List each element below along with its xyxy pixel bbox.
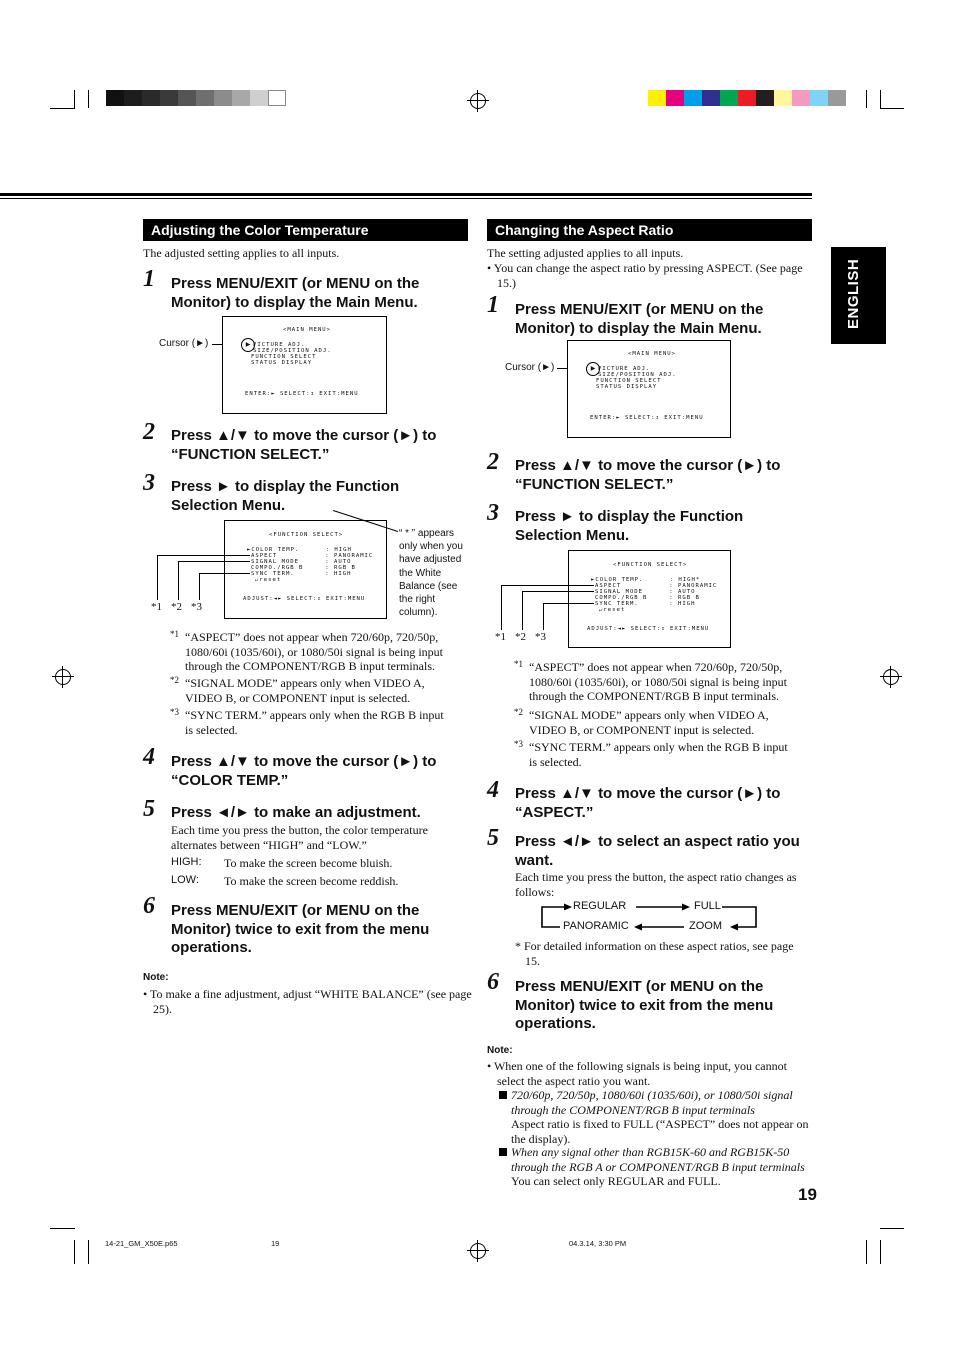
color-swatch — [648, 90, 666, 106]
aspect-cycle-diagram — [540, 898, 760, 936]
language-tab-label: ENGLISH — [845, 258, 862, 329]
intro-text: The setting adjusted applies to all inputs. — [487, 246, 684, 260]
note-item — [497, 1088, 815, 1146]
note-item — [497, 1145, 815, 1189]
footnote-text: “SIGNAL MODE” appears only when VIDEO A, VIDEO B, or COMPONENT input is selected. — [185, 676, 425, 705]
footnote-mark: *2 — [514, 707, 523, 717]
low-text: To make the screen become reddish. — [224, 874, 399, 888]
step-number: 5 — [143, 796, 155, 822]
step-text: Press MENU/EXIT (or MENU on the Monitor) twice to exit from the menu operations. — [171, 902, 430, 956]
callout-line — [157, 555, 158, 600]
footnote-text: “SIGNAL MODE” appears only when VIDEO A, VIDEO B, or COMPONENT input is selected. — [529, 708, 769, 737]
step-text: Press ▲/▼ to move the cursor (►) to “FUNCTION SELECT.” — [515, 457, 781, 493]
callout-line — [501, 585, 594, 586]
note-text: • When one of the following signals is being input, you cannot select the aspect ratio you want. — [487, 1059, 787, 1088]
footnote-mark: *1 — [495, 631, 506, 643]
footer-page: 19 — [271, 1239, 280, 1248]
callout-line — [501, 585, 502, 630]
step-text: Press ◄/► to select an aspect ratio you want. — [515, 833, 800, 869]
callout-line — [522, 591, 594, 592]
step-number: 1 — [143, 266, 155, 292]
color-swatch — [684, 90, 702, 106]
gray-swatch — [268, 90, 286, 106]
registration-mark-right — [883, 669, 899, 685]
step-text: Press ▲/▼ to move the cursor (►) to “COLOR TEMP.” — [171, 753, 437, 789]
color-swatch — [720, 90, 738, 106]
step-text: Press ► to display the Function Selection Menu. — [171, 478, 400, 514]
menu-footer: ENTER:► SELECT:↕ EXIT:MENU — [245, 391, 359, 397]
menu-item: ASPECT : PANORAMIC — [251, 553, 374, 559]
menu-item: SIZE/POSITION ADJ. — [598, 372, 677, 378]
gray-swatch — [124, 90, 142, 106]
footnote-text: “SYNC TERM.” appears only when the RGB B input is selected. — [185, 708, 444, 737]
registration-mark-bottom — [470, 1243, 486, 1259]
menu-footer: ADJUST:◄► SELECT:↕ EXIT:MENU — [587, 626, 710, 632]
step-number: 4 — [487, 777, 499, 803]
callout-line — [178, 561, 250, 562]
color-swatch — [792, 90, 810, 106]
footnote-text: “ASPECT” does not appear when 720/60p, 720/50p, 1080/60i (1035/60i), or 1080/50i signal is being input through the COMPONENT/RGB B input terminals. — [185, 630, 443, 673]
menu-item: ↵reset — [599, 607, 626, 613]
callout-line — [178, 561, 179, 600]
callout-line — [157, 555, 250, 556]
cycle-full: FULL — [694, 900, 721, 912]
registration-mark-left — [55, 669, 71, 685]
step-text: Press MENU/EXIT (or MENU on the Monitor) to display the Main Menu. — [515, 301, 764, 337]
footnote-mark: *3 — [535, 631, 546, 643]
footer-file: 14-21_GM_X50E.p65 — [105, 1239, 178, 1248]
color-swatch — [756, 90, 774, 106]
menu-footer: ADJUST:◄► SELECT:↕ EXIT:MENU — [243, 596, 366, 602]
function-select-screen — [568, 550, 731, 648]
gray-swatch — [106, 90, 124, 106]
menu-title: <FUNCTION SELECT> — [613, 562, 688, 568]
intro-bullet: • You can change the aspect ratio by pressing ASPECT. (See page 15.) — [487, 261, 803, 290]
low-label: LOW: — [171, 874, 199, 886]
menu-item: SYNC TERM. : HIGH — [595, 601, 696, 607]
footnote-mark: *2 — [170, 675, 179, 685]
step-number: 2 — [487, 449, 499, 475]
cursor-icon: ▶ — [241, 338, 255, 352]
menu-item: STATUS DISPLAY — [251, 360, 313, 366]
cycle-arrows — [540, 898, 760, 936]
menu-item: STATUS DISPLAY — [596, 384, 658, 390]
note-item-body: Aspect ratio is fixed to FULL (“ASPECT” does not appear on the display). — [511, 1117, 809, 1146]
registration-mark-top — [470, 93, 486, 109]
menu-title: <MAIN MENU> — [283, 327, 332, 333]
page-number: 19 — [798, 1185, 817, 1204]
main-menu-screen — [567, 340, 731, 438]
color-swatch — [702, 90, 720, 106]
step-number: 4 — [143, 744, 155, 770]
color-swatch — [828, 90, 846, 106]
color-swatch — [666, 90, 684, 106]
step-text: Press MENU/EXIT (or MENU on the Monitor) twice to exit from the menu operations. — [515, 978, 774, 1032]
note-item-head: 720/60p, 720/50p, 1080/60i (1035/60i), or 1080/50i signal through the COMPONENT/RGB B input terminals — [511, 1088, 793, 1117]
note-text: • To make a fine adjustment, adjust “WHITE BALANCE” (see page 25). — [143, 987, 472, 1016]
step-text: Press MENU/EXIT (or MENU on the Monitor) to display the Main Menu. — [171, 275, 420, 311]
gray-swatch — [160, 90, 178, 106]
footnote-text: “ASPECT” does not appear when 720/60p, 720/50p, 1080/60i (1035/60i), or 1080/50i signal is being input through the COMPONENT/RGB B input terminals. — [529, 660, 787, 703]
gray-swatch — [178, 90, 196, 106]
step-text: Press ◄/► to make an adjustment. — [171, 804, 421, 821]
step-number: 2 — [143, 419, 155, 445]
menu-item: SIZE/POSITION ADJ. — [253, 348, 332, 354]
cycle-note: * For detailed information on these aspect ratios, see page 15. — [515, 939, 794, 968]
step-number: 3 — [487, 500, 499, 526]
asterisk-note: “ * ” appears only when you have adjusted the White Balance (see the right column). — [399, 528, 463, 619]
section-title-aspect-ratio — [487, 219, 812, 241]
menu-title: <FUNCTION SELECT> — [269, 532, 344, 538]
section-title-color-temp — [143, 219, 468, 241]
step-number: 1 — [487, 292, 499, 318]
footnote-mark: *3 — [514, 739, 523, 749]
footnote-mark: *3 — [170, 707, 179, 717]
step-description: Each time you press the button, the color temperature alternates between “HIGH” and “LOW.” — [171, 823, 428, 852]
note-item-body: You can select only REGULAR and FULL. — [511, 1174, 721, 1188]
main-menu-screen — [222, 316, 387, 414]
footnote-mark: *1 — [170, 629, 179, 639]
menu-item: PICTURE ADJ. — [598, 366, 651, 372]
gray-swatch — [250, 90, 268, 106]
menu-item: COMPO./RGB B : RGB B — [251, 565, 356, 571]
step-text: Press ▲/▼ to move the cursor (►) to “FUNCTION SELECT.” — [171, 427, 437, 463]
menu-item: FUNCTION SELECT — [596, 378, 662, 384]
menu-title: <MAIN MENU> — [628, 351, 677, 357]
footnote-mark: *3 — [191, 601, 202, 613]
menu-item: ►COLOR TEMP. : HIGH* — [591, 577, 701, 583]
menu-item: SIGNAL MODE : AUTO — [251, 559, 352, 565]
step-number: 3 — [143, 470, 155, 496]
menu-item: PICTURE ADJ. — [253, 342, 306, 348]
callout-line — [199, 573, 200, 600]
bullet-square-icon — [499, 1091, 507, 1099]
footnote-mark: *1 — [514, 659, 523, 669]
cursor-icon: ▶ — [586, 362, 600, 376]
step-number: 6 — [487, 969, 499, 995]
menu-footer: ENTER:► SELECT:↕ EXIT:MENU — [590, 415, 704, 421]
footer-date: 04.3.14, 3:30 PM — [569, 1239, 627, 1248]
language-tab — [831, 247, 886, 344]
note-title: Note: — [143, 972, 169, 983]
cycle-zoom: ZOOM — [689, 920, 722, 932]
menu-item: SYNC TERM. : HIGH — [251, 571, 352, 577]
callout-line — [199, 573, 250, 574]
menu-item: FUNCTION SELECT — [251, 354, 317, 360]
top-rule — [0, 193, 812, 196]
high-label: HIGH: — [171, 856, 202, 868]
note-title: Note: — [487, 1045, 513, 1056]
cycle-panoramic: PANORAMIC — [563, 920, 629, 932]
section-title-text: Changing the Aspect Ratio — [495, 222, 674, 238]
gray-swatch — [196, 90, 214, 106]
color-swatch — [810, 90, 828, 106]
top-rule-thin — [0, 198, 812, 199]
step-number: 5 — [487, 825, 499, 851]
menu-item: COMPO./RGB B : RGB B — [595, 595, 700, 601]
menu-item: ↵reset — [255, 577, 282, 583]
cycle-regular: REGULAR — [573, 900, 627, 912]
callout-line — [543, 603, 544, 630]
high-text: To make the screen become bluish. — [224, 856, 393, 870]
callout-line — [522, 591, 523, 630]
step-description: Each time you press the button, the aspect ratio changes as follows: — [515, 870, 797, 899]
gray-swatch — [214, 90, 232, 106]
intro-text: The adjusted setting applies to all inputs. — [143, 246, 340, 260]
footnote-mark: *2 — [515, 631, 526, 643]
step-number: 6 — [143, 893, 155, 919]
note-item-head: When any signal other than RGB15K-60 and RGB15K-50 through the RGB A or COMPONENT/RGB B input terminals — [511, 1145, 805, 1174]
section-title-text: Adjusting the Color Temperature — [151, 222, 369, 238]
menu-item: ASPECT : PANORAMIC — [595, 583, 718, 589]
footnote-mark: *2 — [171, 601, 182, 613]
gray-swatch — [232, 90, 250, 106]
callout-line — [543, 603, 594, 604]
menu-item: ►COLOR TEMP. : HIGH — [247, 547, 352, 553]
step-text: Press ▲/▼ to move the cursor (►) to “ASPECT.” — [515, 785, 781, 821]
cursor-label: Cursor (►) — [505, 362, 555, 373]
cursor-label: Cursor (►) — [159, 338, 209, 349]
step-text: Press ► to display the Function Selection Menu. — [515, 508, 744, 544]
bullet-square-icon — [499, 1148, 507, 1156]
footnote-text: “SYNC TERM.” appears only when the RGB B input is selected. — [529, 740, 788, 769]
footnote-mark: *1 — [151, 601, 162, 613]
menu-item: SIGNAL MODE : AUTO — [595, 589, 696, 595]
gray-swatch — [142, 90, 160, 106]
color-swatch — [738, 90, 756, 106]
function-select-screen — [224, 520, 387, 619]
color-swatch — [774, 90, 792, 106]
